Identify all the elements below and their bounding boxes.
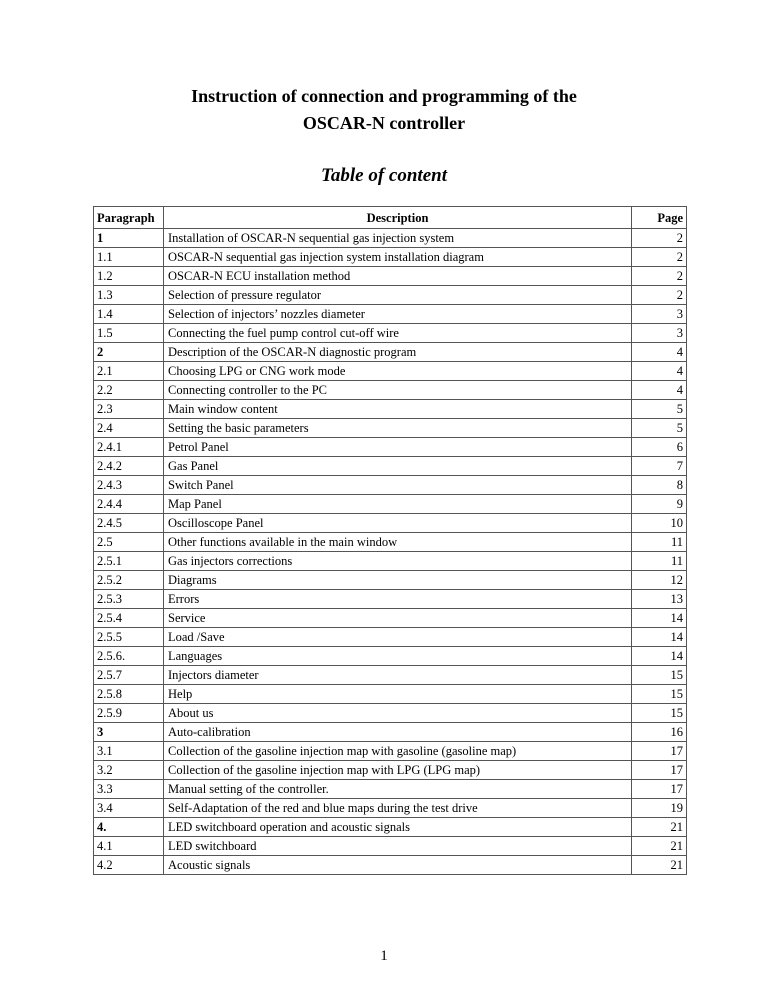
toc-row (94, 609, 687, 628)
toc-page: 2 (632, 267, 687, 286)
toc-paragraph: 2.3 (94, 400, 164, 419)
toc-page: 15 (632, 685, 687, 704)
toc-page: 6 (632, 438, 687, 457)
toc-paragraph: 1.5 (94, 324, 164, 343)
toc-row (94, 552, 687, 571)
toc-row (94, 438, 687, 457)
toc-row (94, 742, 687, 761)
toc-page: 3 (632, 305, 687, 324)
toc-row (94, 723, 687, 742)
toc-row (94, 666, 687, 685)
toc-page: 4 (632, 362, 687, 381)
toc-description: Languages (164, 647, 632, 666)
page-number: 1 (380, 948, 388, 964)
toc-description: Collection of the gasoline injection map with gasoline (gasoline map) (164, 742, 632, 761)
toc-paragraph: 2.4.5 (94, 514, 164, 533)
toc-description: Choosing LPG or CNG work mode (164, 362, 632, 381)
toc-page: 13 (632, 590, 687, 609)
toc-row (94, 628, 687, 647)
toc-page: 3 (632, 324, 687, 343)
toc-page: 17 (632, 780, 687, 799)
toc-paragraph: 2.4 (94, 419, 164, 438)
toc-row (94, 362, 687, 381)
toc-row (94, 419, 687, 438)
toc-row (94, 343, 687, 362)
toc-paragraph: 1.4 (94, 305, 164, 324)
toc-description: Oscilloscope Panel (164, 514, 632, 533)
toc-row (94, 533, 687, 552)
toc-page: 15 (632, 666, 687, 685)
toc-paragraph: 3.1 (94, 742, 164, 761)
toc-row (94, 476, 687, 495)
toc-page: 5 (632, 400, 687, 419)
toc-row (94, 761, 687, 780)
toc-paragraph: 4.2 (94, 856, 164, 875)
toc-description: Selection of injectors’ nozzles diameter (164, 305, 632, 324)
toc-description: Gas injectors corrections (164, 552, 632, 571)
toc-paragraph: 2.5.9 (94, 704, 164, 723)
toc-row (94, 457, 687, 476)
toc-paragraph: 2.2 (94, 381, 164, 400)
toc-description: About us (164, 704, 632, 723)
toc-row (94, 305, 687, 324)
toc-paragraph: 2.5.5 (94, 628, 164, 647)
toc-page: 21 (632, 818, 687, 837)
toc-table (93, 206, 687, 875)
header-page: Page (632, 207, 687, 229)
toc-row (94, 229, 687, 248)
toc-description: Connecting controller to the PC (164, 381, 632, 400)
toc-paragraph: 1.1 (94, 248, 164, 267)
header-description: Description (164, 207, 632, 229)
toc-description: Petrol Panel (164, 438, 632, 457)
toc-row (94, 267, 687, 286)
toc-page: 21 (632, 856, 687, 875)
toc-page: 11 (632, 552, 687, 571)
toc-description: Setting the basic parameters (164, 419, 632, 438)
toc-row (94, 248, 687, 267)
toc-page: 2 (632, 248, 687, 267)
toc-page: 2 (632, 286, 687, 305)
toc-row (94, 704, 687, 723)
toc-page: 5 (632, 419, 687, 438)
toc-description: Gas Panel (164, 457, 632, 476)
toc-page: 4 (632, 381, 687, 400)
toc-paragraph: 2.5.8 (94, 685, 164, 704)
toc-description: Errors (164, 590, 632, 609)
toc-description: LED switchboard (164, 837, 632, 856)
toc-page: 4 (632, 343, 687, 362)
toc-paragraph: 3.3 (94, 780, 164, 799)
document-title-line1: Instruction of connection and programming of the (191, 86, 577, 106)
toc-paragraph: 2.5.4 (94, 609, 164, 628)
toc-paragraph: 3.2 (94, 761, 164, 780)
toc-header-row (94, 207, 687, 229)
toc-row (94, 324, 687, 343)
toc-description: Service (164, 609, 632, 628)
toc-page: 14 (632, 647, 687, 666)
document-title-line2: OSCAR-N controller (302, 113, 466, 133)
toc-page: 2 (632, 229, 687, 248)
toc-description: Selection of pressure regulator (164, 286, 632, 305)
toc-description: Switch Panel (164, 476, 632, 495)
toc-paragraph: 2.4.1 (94, 438, 164, 457)
toc-page: 21 (632, 837, 687, 856)
toc-paragraph: 3.4 (94, 799, 164, 818)
toc-page: 14 (632, 609, 687, 628)
toc-row (94, 286, 687, 305)
toc-description: OSCAR-N sequential gas injection system installation diagram (164, 248, 632, 267)
toc-page: 12 (632, 571, 687, 590)
toc-paragraph: 2.1 (94, 362, 164, 381)
toc-description: Auto-calibration (164, 723, 632, 742)
toc-description: Collection of the gasoline injection map with LPG (LPG map) (164, 761, 632, 780)
toc-description: Load /Save (164, 628, 632, 647)
toc-paragraph: 2.5.7 (94, 666, 164, 685)
toc-description: Connecting the fuel pump control cut-off wire (164, 324, 632, 343)
toc-description: Other functions available in the main window (164, 533, 632, 552)
toc-description: OSCAR-N ECU installation method (164, 267, 632, 286)
toc-row (94, 818, 687, 837)
toc-row (94, 400, 687, 419)
toc-paragraph: 2.5.1 (94, 552, 164, 571)
toc-paragraph: 2.4.4 (94, 495, 164, 514)
toc-heading: Table of content (321, 165, 447, 186)
toc-row (94, 571, 687, 590)
toc-row (94, 495, 687, 514)
toc-row (94, 590, 687, 609)
toc-paragraph: 1.3 (94, 286, 164, 305)
toc-page: 17 (632, 742, 687, 761)
toc-row (94, 837, 687, 856)
header-paragraph: Paragraph (94, 207, 164, 229)
toc-page: 10 (632, 514, 687, 533)
toc-description: Self-Adaptation of the red and blue maps during the test drive (164, 799, 632, 818)
toc-page: 17 (632, 761, 687, 780)
toc-page: 11 (632, 533, 687, 552)
toc-paragraph: 2.4.3 (94, 476, 164, 495)
toc-description: Help (164, 685, 632, 704)
toc-row (94, 381, 687, 400)
toc-paragraph: 1.2 (94, 267, 164, 286)
toc-description: Acoustic signals (164, 856, 632, 875)
toc-row (94, 514, 687, 533)
toc-paragraph: 2 (94, 343, 164, 362)
toc-description: Map Panel (164, 495, 632, 514)
toc-description: Installation of OSCAR-N sequential gas injection system (164, 229, 632, 248)
toc-paragraph: 4. (94, 818, 164, 837)
toc-page: 19 (632, 799, 687, 818)
toc-page: 8 (632, 476, 687, 495)
toc-paragraph: 2.4.2 (94, 457, 164, 476)
toc-row (94, 685, 687, 704)
toc-description: Manual setting of the controller. (164, 780, 632, 799)
toc-paragraph: 2.5.3 (94, 590, 164, 609)
toc-paragraph: 3 (94, 723, 164, 742)
toc-page: 9 (632, 495, 687, 514)
toc-row (94, 647, 687, 666)
toc-paragraph: 2.5 (94, 533, 164, 552)
toc-description: Description of the OSCAR-N diagnostic program (164, 343, 632, 362)
toc-row (94, 799, 687, 818)
toc-paragraph: 1 (94, 229, 164, 248)
toc-paragraph: 2.5.6. (94, 647, 164, 666)
toc-page: 14 (632, 628, 687, 647)
toc-page: 7 (632, 457, 687, 476)
toc-description: Main window content (164, 400, 632, 419)
toc-paragraph: 2.5.2 (94, 571, 164, 590)
toc-row (94, 856, 687, 875)
toc-description: Injectors diameter (164, 666, 632, 685)
toc-row (94, 780, 687, 799)
toc-description: LED switchboard operation and acoustic signals (164, 818, 632, 837)
toc-paragraph: 4.1 (94, 837, 164, 856)
toc-page: 16 (632, 723, 687, 742)
toc-description: Diagrams (164, 571, 632, 590)
toc-page: 15 (632, 704, 687, 723)
